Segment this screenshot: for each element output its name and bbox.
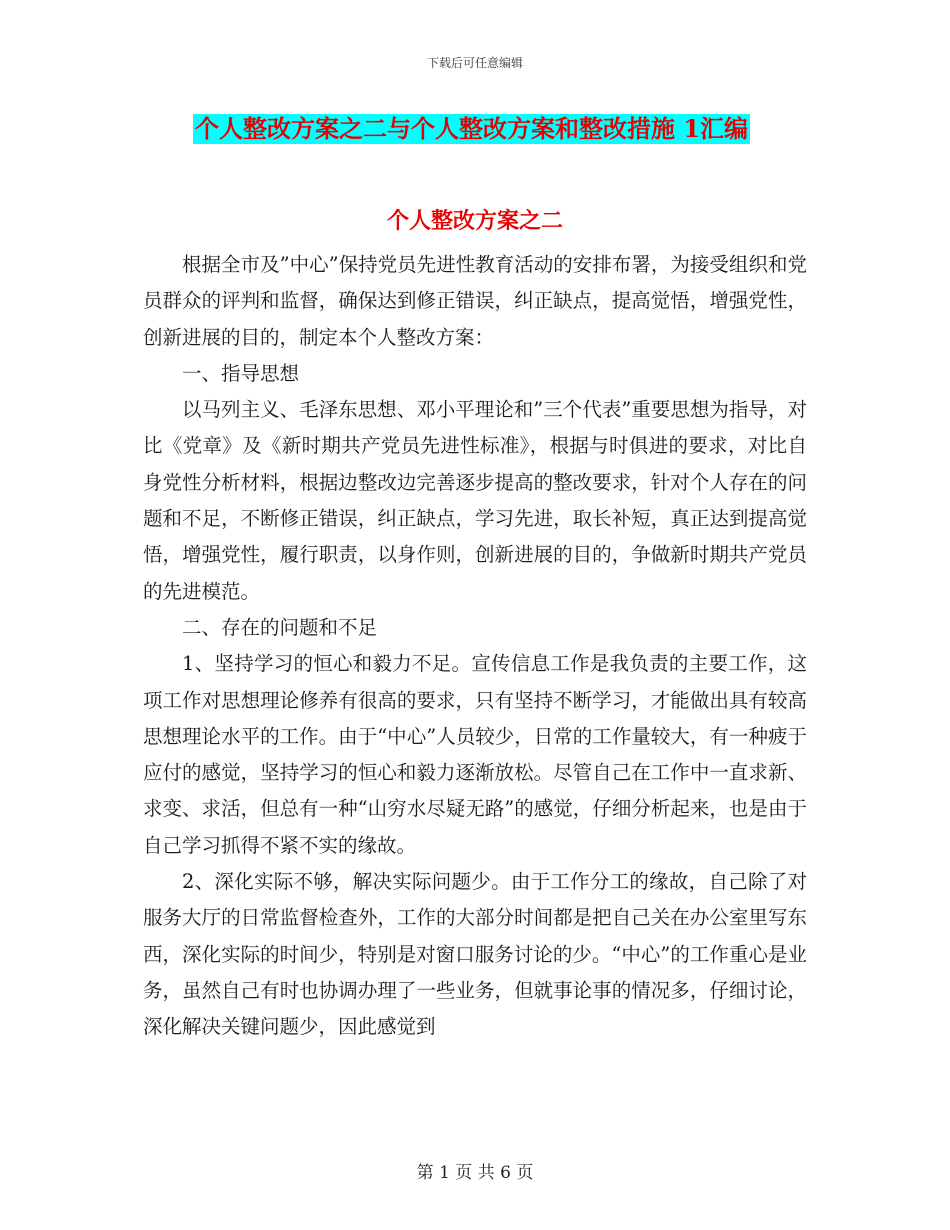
- paragraph-problem-2: 2、深化实际不够，解决实际问题少。由于工作分工的缘故，自己除了对服务大厅的日常监督检查外，工作的大部分时间都是把自己关在办公室里写东西，深化实际的时间少，特别是对窗口服务讨论的少。“中心”的工作重心是业务，虽然自己有时也协调办理了一些业务，但就事论事的情况多，仔细讨论，深化解决关键问题少，因此感觉到: [143, 870, 807, 1039]
- document-title: 个人整改方案之二与个人整改方案和整改措施 1汇编: [195, 114, 749, 143]
- body-text: [143, 247, 807, 1046]
- paragraph-guiding-ideology: 以马列主义、毛泽东思想、邓小平理论和”三个代表”重要思想为指导，对比《党章》及《新时期共产党员先进性标准》，根据与时俱进的要求，对比自身党性分析材料，根据边整改边完善逐步提高的整改要求，针对个人存在的问题和不足，不断修正错误，纠正缺点，学习先进，取长补短，真正达到提高觉悟，增强党性，履行职责，以身作则，创新进展的目的，争做新时期共产党员的先进模范。: [143, 398, 807, 603]
- paragraph-intro: 根据全市及”中心”保持党员先进性教育活动的安排布署，为接受组织和党员群众的评判和监督，确保达到修正错误，纠正缺点，提高觉悟，增强党性，创新进展的目的，制定本个人整改方案：: [143, 253, 807, 349]
- heading-guiding-ideology: 一、指导思想: [182, 361, 300, 385]
- section-title: 个人整改方案之二: [386, 208, 563, 234]
- header-note: 下载后可任意编辑: [426, 56, 523, 70]
- page-footer: 第 1 页 共 6 页: [416, 1163, 534, 1183]
- paragraph-problem-1: 1、坚持学习的恒心和毅力不足。宣传信息工作是我负责的主要工作，这项工作对思想理论修养有很高的要求，只有坚持不断学习，才能做出具有较高思想理论水平的工作。由于“中心”人员较少，日常的工作量较大，有一种疲于应付的感觉，坚持学习的恒心和毅力逐渐放松。尽管自己在工作中一直求新、求变、求活，但总有一种“山穷水尽疑无路”的感觉，仔细分析起来，也是由于自己学习抓得不紧不实的缘故。: [143, 652, 807, 857]
- heading-problems: 二、存在的问题和不足: [182, 615, 378, 639]
